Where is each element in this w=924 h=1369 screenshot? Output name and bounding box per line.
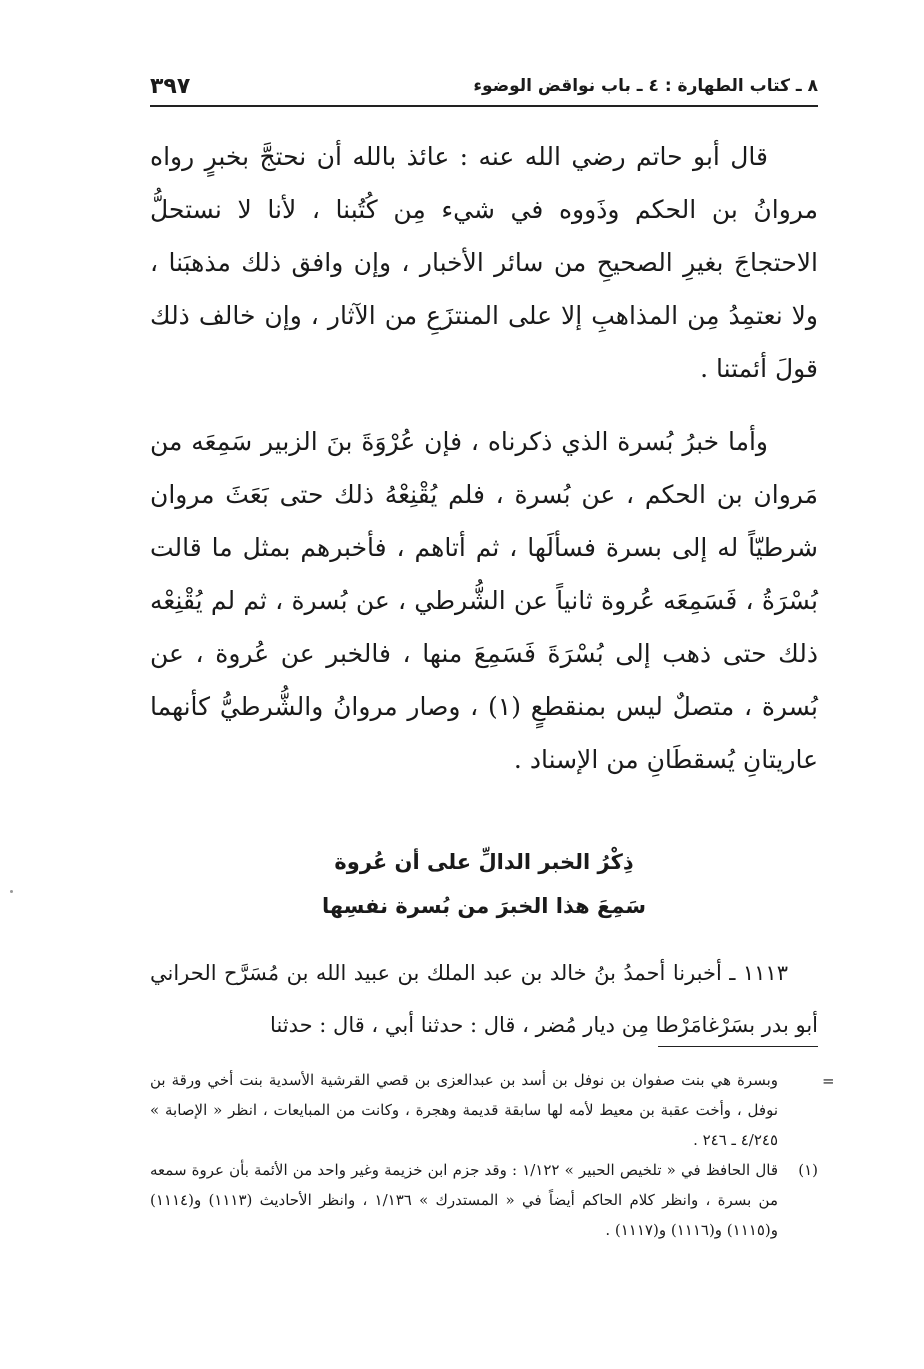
footnote-continuation-text: وبسرة هي بنت صفوان بن نوفل بن أسد بن عبدالعزى بن قصي القرشية الأسدية بنت أخي ورقة بن نوفل ، وأخت عقبة بن معيط لأمه لها سابقة قديمة وهجرة ، وكانت من المبايعات ، انظر « الإصابة » ٤/٢٤٥ ـ ٢٤٦ . [150,1071,778,1149]
footnote-1-marker: (١) [798,1161,818,1179]
footnote-continuation [150,1065,818,1155]
footnote-divider [658,1046,818,1047]
scan-speck [10,890,13,893]
header-divider [150,105,818,107]
paragraph-busra-report: وأما خبرُ بُسرة الذي ذكرناه ، فإن عُرْوَةَ بنَ الزبير سَمِعَه من مَروان بن الحكم ، عن بُسرة ، فلم يُقْنِعْهُ ذلك حتى بَعَثَ مروان شرطيّاً له إلى بسرة فسألَها ، ثم أتاهم ، فأخبرهم بمثل ما قالت بُسْرَةُ ، فَسَمِعَه عُروة ثانياً عن الشُّرطي ، عن بُسرة ، ثم لم يُقْنِعْه ذلك حتى ذهب إلى بُسْرَةَ فَسَمِعَ منها ، فالخبر عن عُروة ، عن بُسرة ، متصلٌ ليس بمنقطعٍ (١) ، وصار مروانُ والشُّرطيُّ كأنهما عاريتانِ يُسقطَانِ من الإسناد . [150,427,818,774]
footnotes [150,1065,818,1245]
continuation-marker: = [822,1072,835,1090]
footnote-1 [150,1155,818,1245]
main-text [150,130,818,786]
section-heading-line-1: ذِكْرُ الخبر الدالِّ على أن عُروة [334,850,634,874]
section-heading [150,840,818,928]
section-heading-line-2: سَمِعَ هذا الخبرَ من بُسرة نفسِها [321,894,647,918]
hadith-1113: ١١١٣ ـ أخبرنا أحمدُ بنُ خالد بن عبد الملك بن عبيد الله بن مُسَرَّح الحراني أبو بدر بسَرْغامَرْطا مِن ديار مُضر ، قال : حدثنا أبي ، قال : حدثنا [150,961,818,1037]
page-header [150,68,818,104]
page-number: ٣٩٧ [150,73,191,99]
running-title: ٨ ـ كتاب الطهارة : ٤ ـ باب نواقض الوضوء [473,76,818,96]
footnote-1-text: قال الحافظ في « تلخيص الحبير » ١/١٢٢ : وقد جزم ابن خزيمة وغير واحد من الأئمة بأن عروة سمعه من بسرة ، وانظر كلام الحاكم أيضاً في « المستدرك » ١/١٣٦ ، وانظر الأحاديث (١١١٣) و(١١١٤) و(١١١٥) و(١١١٦) و(١١١٧) . [150,1161,778,1239]
paragraph-abu-hatim: قال أبو حاتم رضي الله عنه : عائذ بالله أن نحتجَّ بخبرٍ رواه مروانُ بن الحكم وذَووه في شيء مِن كُتُبنا ، لأنا لا نستحلُّ الاحتجاجَ بغيرِ الصحيحِ من سائر الأخبار ، وإن وافق ذلك مذهبَنا ، ولا نعتمِدُ مِن المذاهبِ إلا على المنتزَعِ من الآثار ، وإن خالف ذلك قولَ أئمتنا . [150,142,818,383]
book-page [150,60,835,1320]
